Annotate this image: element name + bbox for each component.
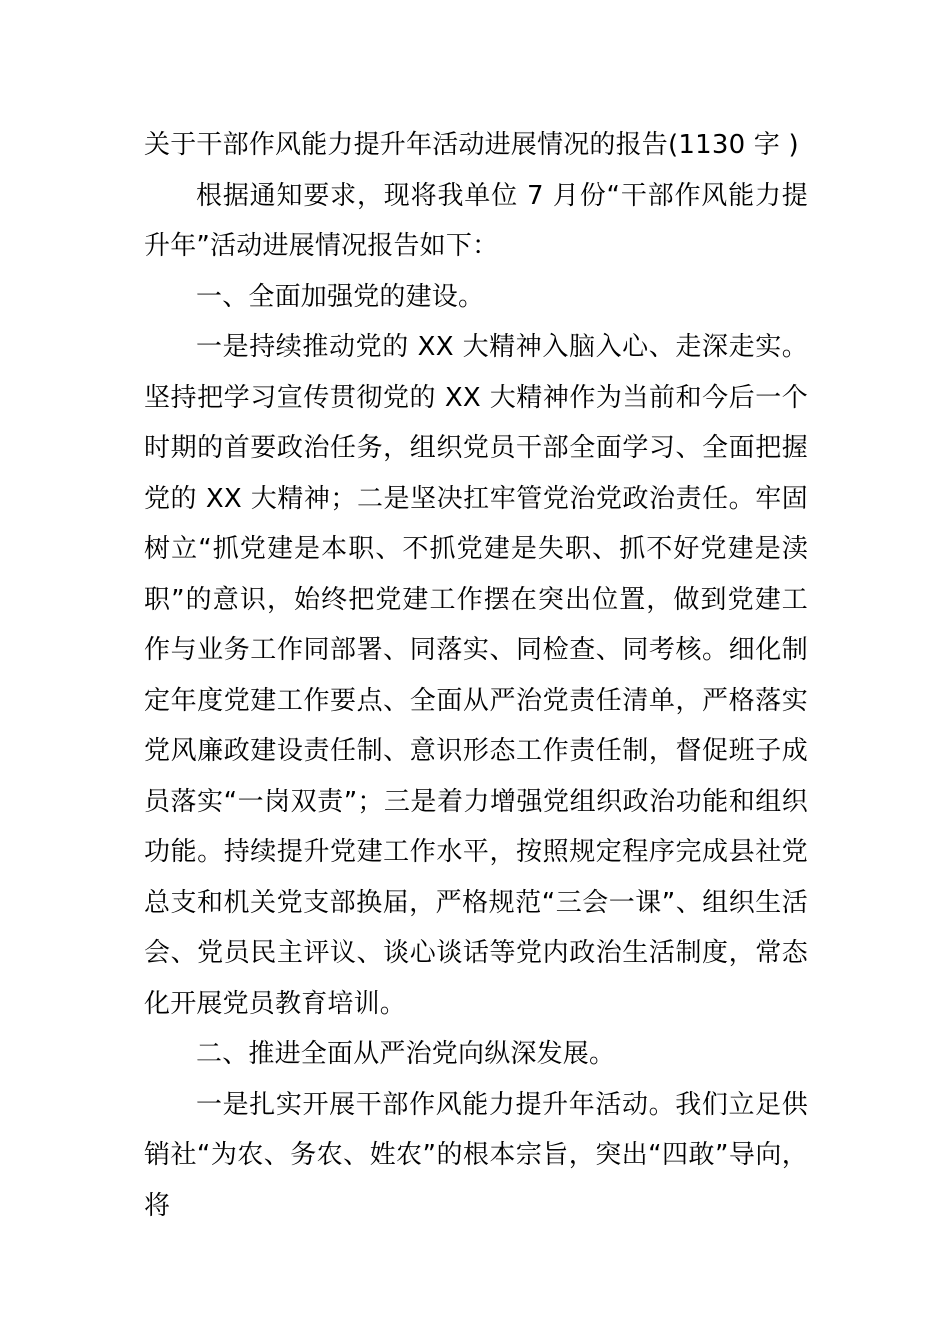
section-heading-2: 二、推进全面从严治党向纵深发展。 <box>196 1039 616 1069</box>
paragraph-section-2-body: 一是扎实开展干部作风能力提升年活动。我们立足供销社“为农、务农、姓农”的根本宗旨，突出“四敢”导向，将 <box>144 1089 808 1221</box>
paragraph-intro: 根据通知要求，现将我单位 7 月份“干部作风能力提升年”活动进展情况报告如下： <box>144 180 808 261</box>
paragraph-section-1-body: 一是持续推动党的 XX 大精神入脑入心、走深走实。坚持把学习宣传贯彻党的 XX 大精神作为当前和今后一个时期的首要政治任务，组织党员干部全面学习、全面把握党的 XX 大精神；二是坚决扛牢管党治党政治责任。牢固树立“抓党建是本职、不抓党建是失职、抓不好党建是渎职”的意识，始终把党建工作摆在突出位置，做到党建工作与业务工作同部署、同落实、同检查、同考核。细化制定年度党建工作要点、全面从严治党责任清单，严格落实党风廉政建设责任制、意识形态工作责任制，督促班子成员落实“一岗双责”；三是着力增强党组织政治功能和组织功能。持续提升党建工作水平，按照规定程序完成县社党总支和机关党支部换届，严格规范“三会一课”、组织生活会、党员民主评议、谈心谈话等党内政治生活制度，常态化开展党员教育培训。 <box>144 332 808 1019</box>
section-heading-1: 一、全面加强党的建设。 <box>196 281 485 312</box>
document-body <box>144 120 808 1231</box>
document-title: 关于干部作风能力提升年活动进展情况的报告(1130 字 ) <box>144 130 799 160</box>
